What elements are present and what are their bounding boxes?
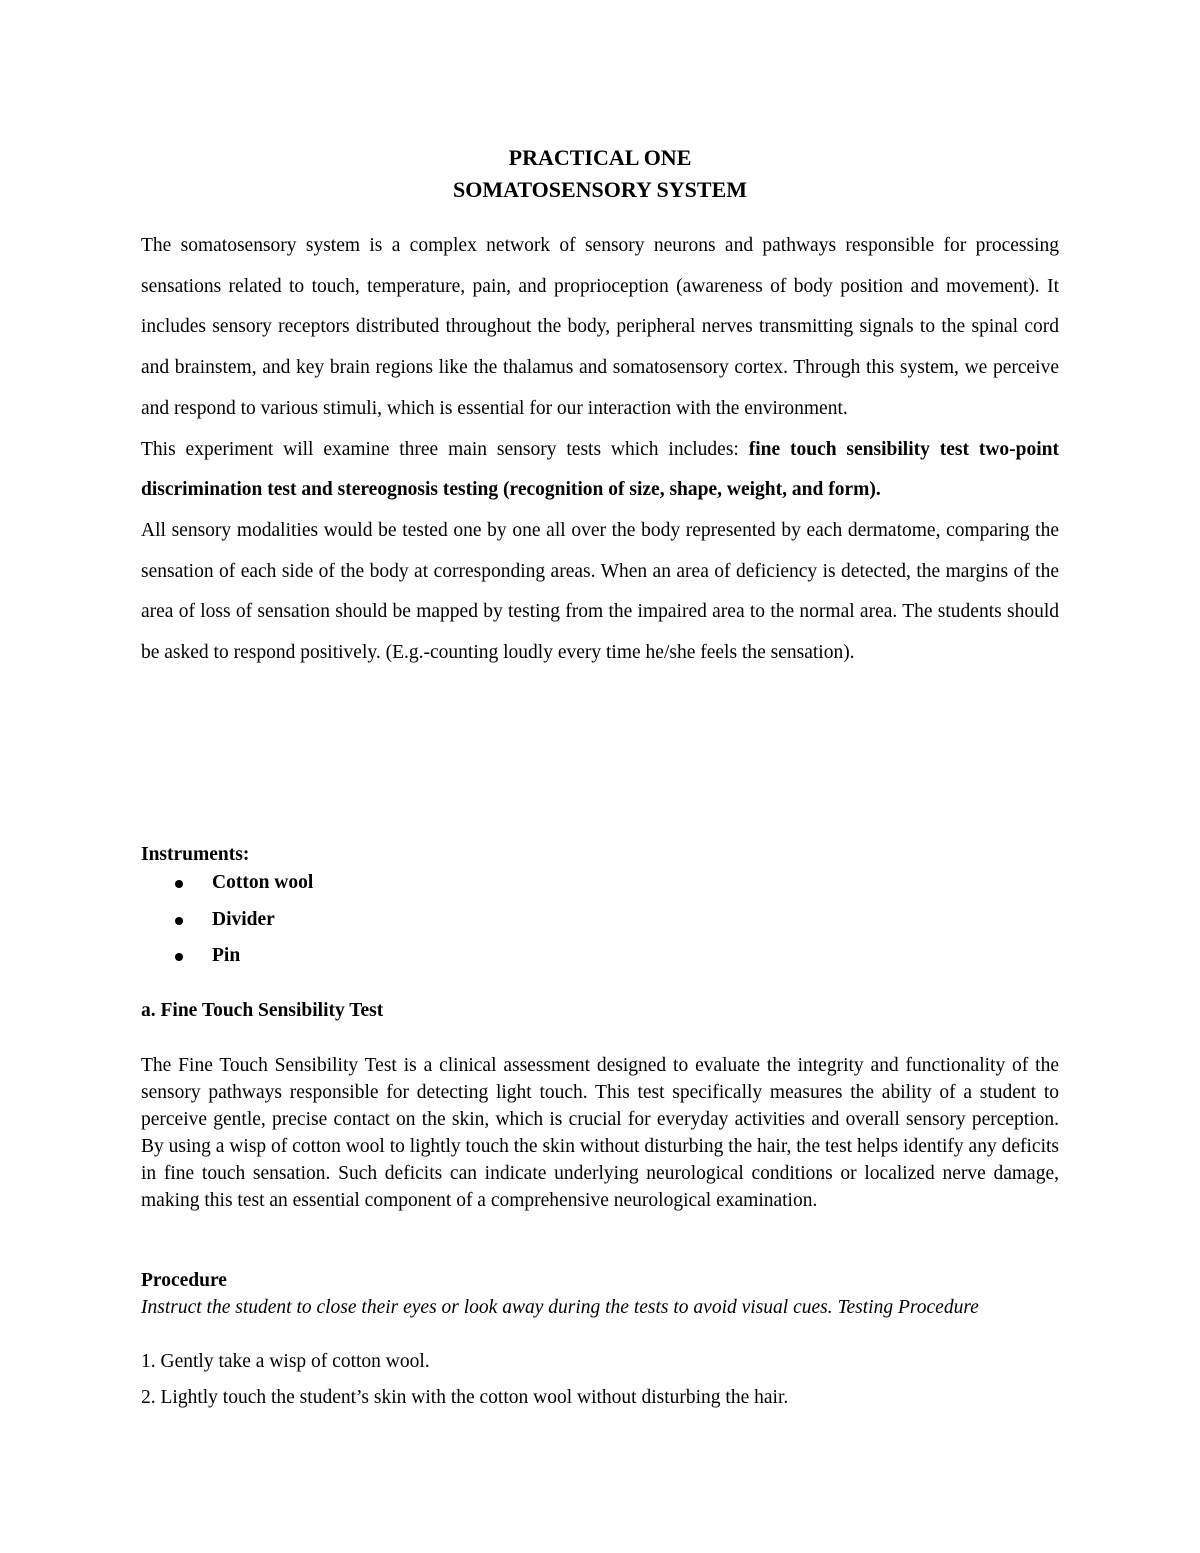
title-line-1: PRACTICAL ONE bbox=[508, 145, 692, 170]
instruments-heading: Instruments: bbox=[141, 844, 250, 865]
instrument-label: Cotton wool bbox=[212, 872, 314, 893]
intro-section bbox=[141, 226, 1059, 674]
procedure-note: Instruct the student to close their eyes or look away during the tests to avoid visual cues. Testing Procedure bbox=[141, 1297, 979, 1318]
intro-paragraph-2-bold: fine touch sensibility test two-point discrimination test and stereognosis testing (recognition of size, shape, weight, and form). bbox=[141, 438, 1060, 501]
list-item bbox=[141, 941, 313, 978]
procedure-step-1: 1. Gently take a wisp of cotton wool. bbox=[141, 1351, 430, 1372]
section-a-heading: a. Fine Touch Sensibility Test bbox=[141, 1000, 384, 1021]
list-item bbox=[141, 905, 313, 942]
procedure-step-2: 2. Lightly touch the student’s skin with the cotton wool without disturbing the hair. bbox=[141, 1387, 789, 1408]
list-item bbox=[141, 868, 313, 905]
intro-paragraph-2-lead: This experiment will examine three main sensory tests which includes: bbox=[141, 438, 749, 460]
intro-paragraph-3: All sensory modalities would be tested one by one all over the body represented by each dermatome, comparing the sensation of each side of the body at corresponding areas. When an area of deficiency is detected, the margins of the area of loss of sensation should be mapped by testing from the impaired area to the normal area. The students should be asked to respond positively. (E.g.-counting loudly every time he/she feels the sensation). bbox=[141, 519, 1059, 664]
fine-touch-section bbox=[141, 1052, 1059, 1214]
bullet-icon bbox=[175, 880, 183, 888]
bullet-icon bbox=[175, 917, 183, 925]
procedure-heading: Procedure bbox=[141, 1270, 227, 1291]
intro-paragraph-2 bbox=[141, 430, 1059, 511]
instrument-list bbox=[141, 868, 313, 978]
instrument-label: Pin bbox=[212, 945, 241, 967]
intro-paragraph-1: The somatosensory system is a complex network of sensory neurons and pathways responsible for processing sensations related to touch, temperature, pain, and proprioception (awareness of body position and movement). It includes sensory receptors distributed throughout the body, peripheral nerves transmitting signals to the spinal cord and brainstem, and key brain regions like the thalamus and somatosensory cortex. Through this system, we perceive and respond to various stimuli, which is essential for our interaction with the environment. bbox=[141, 235, 1059, 419]
bullet-icon bbox=[175, 953, 183, 961]
instrument-label: Divider bbox=[212, 908, 275, 930]
title-line-2: SOMATOSENSORY SYSTEM bbox=[452, 177, 748, 202]
fine-touch-paragraph: The Fine Touch Sensibility Test is a clinical assessment designed to evaluate the integrity and functionality of the sensory pathways responsible for detecting light touch. This test specifically measures the ability of a student to perceive gentle, precise contact on the skin, which is crucial for everyday activities and overall sensory perception. By using a wisp of cotton wool to lightly touch the skin without disturbing the hair, the test helps identify any deficits in fine touch sensation. Such deficits can indicate underlying neurological conditions or localized nerve damage, making this test an essential component of a comprehensive neurological examination. bbox=[141, 1055, 1059, 1211]
